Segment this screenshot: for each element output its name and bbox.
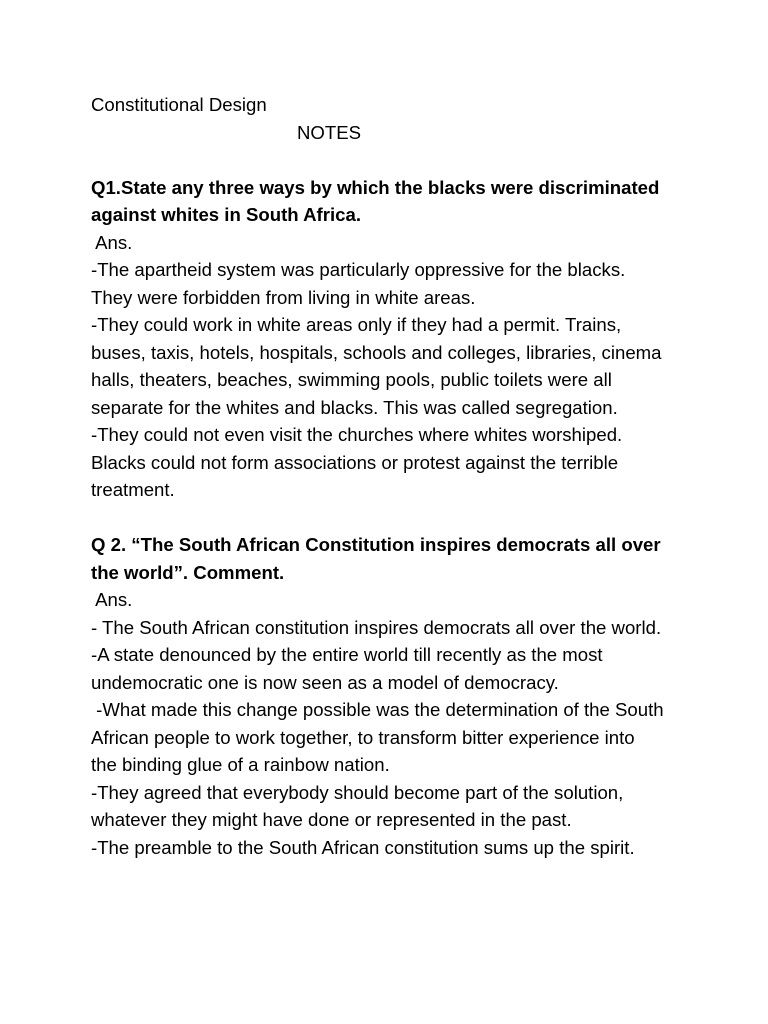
answer-2-line: -The preamble to the South African constitution sums up the spirit.: [91, 836, 635, 858]
answer-1-line: buses, taxis, hotels, hospitals, schools and colleges, libraries, cinema: [91, 341, 662, 363]
document-page: [91, 91, 721, 861]
question-1-line: Q1.State any three ways by which the blacks were discriminated: [91, 176, 660, 198]
answer-2-line: undemocratic one is now seen as a model of democracy.: [91, 671, 559, 693]
spacer: [91, 146, 721, 174]
spacer: [91, 504, 721, 532]
document-title: Constitutional Design: [91, 94, 267, 115]
answer-1-line: separate for the whites and blacks. This was called segregation.: [91, 396, 618, 418]
document-subtitle: NOTES: [297, 121, 362, 143]
answer-1-line: treatment.: [91, 479, 175, 500]
question-1-line: against whites in South Africa.: [91, 204, 361, 225]
answer-1-line: -They could work in white areas only if they had a permit. Trains,: [91, 314, 622, 335]
answer-1-line: halls, theaters, beaches, swimming pools, public toilets were all: [91, 369, 612, 390]
answer-2-line: -They agreed that everybody should become part of the solution,: [91, 781, 624, 803]
question-2-line: Q 2. “The South African Constitution inspires democrats all over: [91, 534, 661, 555]
answer-1-line: -The apartheid system was particularly oppressive for the blacks.: [91, 259, 626, 280]
answer-2-line: whatever they might have done or represented in the past.: [91, 809, 572, 830]
answer-2-label: Ans.: [91, 589, 133, 610]
answer-1-line: They were forbidden from living in white areas.: [91, 286, 476, 308]
answer-2-line: the binding glue of a rainbow nation.: [91, 754, 390, 775]
question-1-block: [91, 174, 721, 504]
answer-2-line: -What made this change possible was the determination of the South: [91, 699, 664, 720]
answer-2-line: African people to work together, to transform bitter experience into: [91, 726, 635, 748]
answer-1-line: Blacks could not form associations or protest against the terrible: [91, 451, 619, 473]
question-2-line: the world”. Comment.: [91, 561, 285, 583]
answer-1-line: -They could not even visit the churches where whites worshiped.: [91, 424, 623, 445]
answer-2-line: - The South African constitution inspires democrats all over the world.: [91, 616, 662, 638]
answer-1-label: Ans.: [91, 231, 133, 253]
question-2-block: [91, 531, 721, 861]
answer-2-line: -A state denounced by the entire world till recently as the most: [91, 644, 603, 665]
